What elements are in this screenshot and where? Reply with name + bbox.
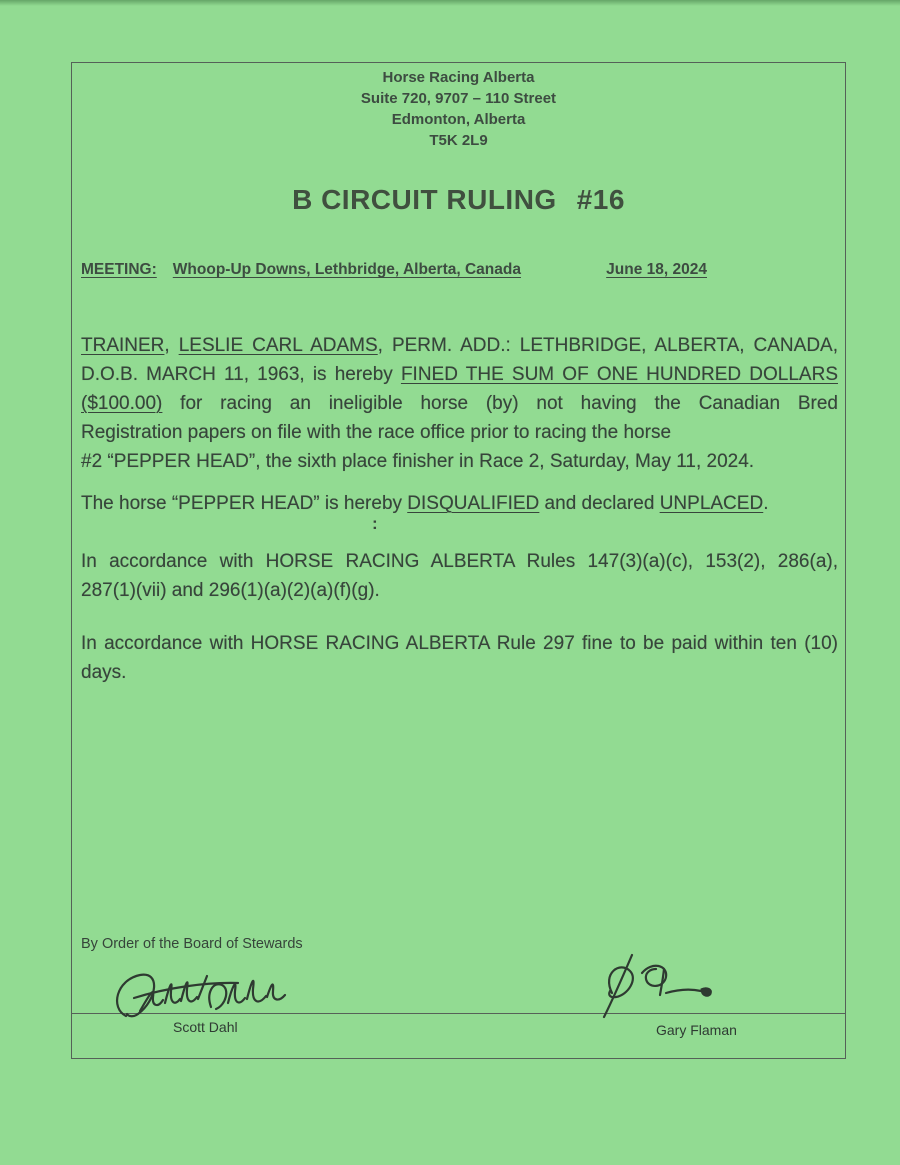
- signature-scribble-scott-dahl: [110, 964, 310, 1026]
- ruling-number: #16: [576, 184, 625, 215]
- meeting-venue: Whoop-Up Downs, Lethbridge, Alberta, Canada: [172, 261, 521, 278]
- letterhead: [72, 67, 845, 151]
- stray-colon-mark: :: [372, 514, 378, 533]
- meeting-label: MEETING:: [81, 261, 157, 278]
- document-border-frame: [71, 62, 846, 1059]
- fine-amount-text: FINED THE SUM OF ONE HUNDRED DOLLARS: [400, 364, 838, 385]
- left-signer-name: Scott Dahl: [173, 1019, 238, 1035]
- unplaced-text: UNPLACED: [659, 493, 764, 514]
- paragraph-fine-line1: [81, 331, 838, 360]
- org-name: Horse Racing Alberta: [382, 69, 535, 86]
- paragraph-fine-line2: [81, 360, 838, 389]
- disqualified-text: DISQUALIFIED: [407, 493, 540, 514]
- paragraph-rules-line2: 287(1)(vii) and 296(1)(a)(2)(a)(f)(g).: [81, 580, 380, 601]
- ruling-title-text: B CIRCUIT RULING: [292, 184, 557, 215]
- trainer-label: TRAINER: [81, 335, 165, 356]
- right-signer-name: Gary Flaman: [656, 1022, 737, 1038]
- text-segment: and declared: [539, 493, 660, 514]
- trainer-name: LESLIE CARL ADAMS: [178, 335, 378, 356]
- paragraph-rules-line1: In accordance with HORSE RACING ALBERTA Rules 147(3)(a)(c), 153(2), 286(a),: [81, 551, 838, 572]
- org-address: Suite 720, 9707 – 110 Street: [360, 90, 557, 107]
- text-segment: for racing an ineligible horse (by) not having the Canadian Bred: [162, 393, 838, 414]
- meeting-date: June 18, 2024: [606, 261, 707, 278]
- org-city: Edmonton, Alberta: [391, 111, 526, 128]
- text-segment: The horse “PEPPER HEAD” is hereby: [81, 493, 408, 514]
- fine-amount-number: ($100.00): [81, 393, 163, 414]
- text-segment: , PERM. ADD.: LETHBRIDGE, ALBERTA, CANADA,: [377, 335, 839, 356]
- paragraph-rules: [81, 547, 838, 605]
- paragraph-payment: [81, 629, 838, 687]
- paragraph-fine-line5: #2 “PEPPER HEAD”, the sixth place finisher in Race 2, Saturday, May 11, 2024.: [81, 451, 755, 472]
- ruling-title: [72, 184, 845, 216]
- text-segment: D.O.B. MARCH 11, 1963, is hereby: [81, 364, 401, 385]
- paragraph-payment-line2: days.: [81, 662, 127, 683]
- signature-scribble-gary-flaman: [576, 951, 726, 1021]
- meeting-row: [81, 261, 838, 279]
- paragraph-payment-line1: In accordance with HORSE RACING ALBERTA Rule 297 fine to be paid within ten (10): [81, 633, 838, 654]
- paragraph-fine-line4: Registration papers on file with the race office prior to racing the horse: [81, 422, 672, 443]
- by-order-text: By Order of the Board of Stewards: [81, 936, 303, 952]
- paragraph-fine-line3: [81, 389, 838, 418]
- org-postal-code: T5K 2L9: [429, 132, 488, 149]
- text-segment: ,: [164, 335, 179, 356]
- text-segment: .: [763, 493, 769, 514]
- paragraph-disqualified: [81, 489, 838, 518]
- paragraph-fine: [81, 331, 838, 476]
